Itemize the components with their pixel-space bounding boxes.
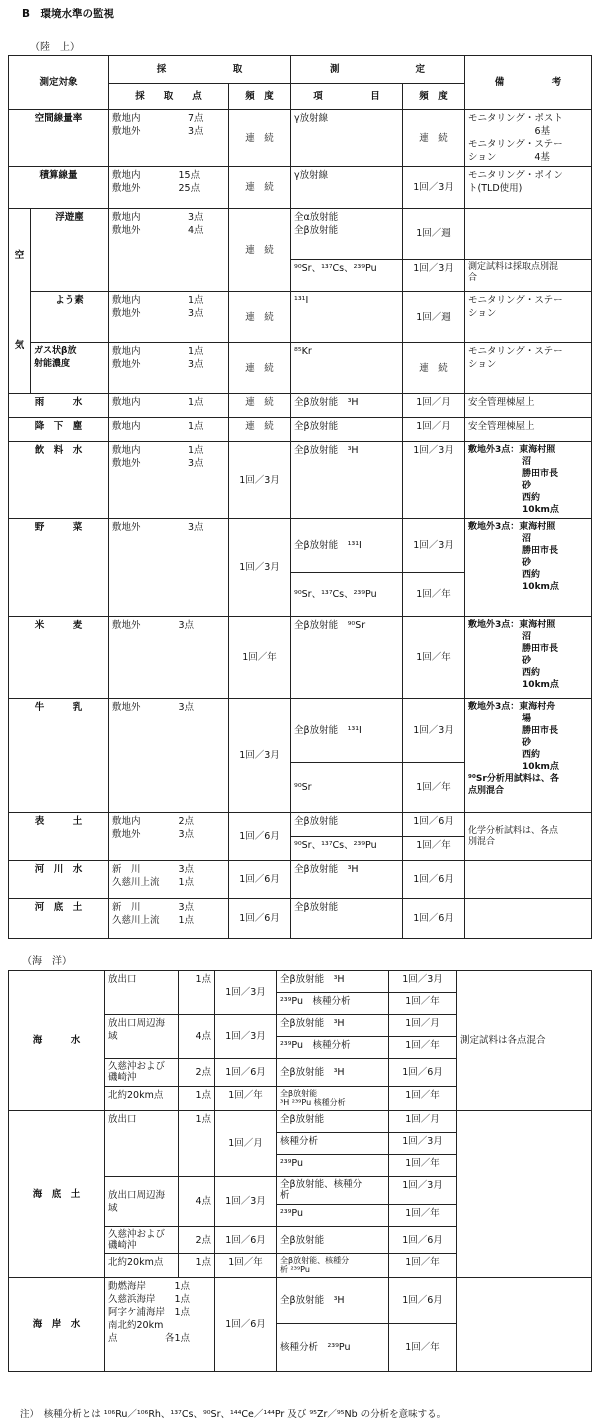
mfreq-cell: 1回／3月 [403, 167, 465, 209]
mfreq-cell: 1回／年 [389, 1254, 457, 1278]
freq-cell: 連 続 [229, 209, 291, 292]
items-cell: 全β放射能 [277, 1227, 389, 1254]
items-cell: 全β放射能 ³H [277, 971, 389, 993]
point-cell: 放出口 [105, 1111, 179, 1177]
mfreq-cell: 1回／6月 [403, 899, 465, 939]
header-points: 採 取 点 [109, 84, 229, 110]
freq-cell: 1回／6月 [229, 899, 291, 939]
target-cell: ガス状β放 射能濃度 [31, 343, 109, 394]
items-cell: 核種分析 [277, 1133, 389, 1155]
sea-section-label: （海 洋） [22, 956, 72, 967]
items-cell: ⁹⁰Sr、¹³⁷Cs、²³⁹Pu [291, 259, 403, 292]
remarks-cell: 化学分析試料は、各点 別混合 [465, 813, 592, 861]
freq-cell: 1回／年 [215, 1254, 277, 1278]
items-cell: 全β放射能 ³H [291, 442, 403, 519]
items-cell: 核種分析 ²³⁹Pu [277, 1324, 389, 1372]
freq-cell: 1回／年 [215, 1087, 277, 1111]
items-cell: 全β放射能、核種分 析 ²³⁹Pu [277, 1254, 389, 1278]
remarks-cell: モニタリング・ポスト 6基 モニタリング・ステー ション 4基 [465, 110, 592, 167]
items-cell: 全β放射能 [291, 418, 403, 442]
freq-cell: 連 続 [229, 343, 291, 394]
target-cell: 降 下 塵 [9, 418, 109, 442]
mfreq-cell: 1回／月 [389, 1015, 457, 1037]
points-cell: 敷地外 3点 [109, 519, 229, 617]
air-group-cell: 空 気 [9, 209, 31, 394]
target-cell: 浮遊塵 [31, 209, 109, 292]
remarks-cell [465, 899, 592, 939]
freq-cell: 1回／3月 [229, 442, 291, 519]
points-cell: 敷地内 1点 [109, 418, 229, 442]
mfreq-cell: 1回／3月 [403, 519, 465, 573]
freq-cell: 連 続 [229, 292, 291, 343]
table-row [9, 813, 592, 837]
mfreq-cell: 1回／週 [403, 209, 465, 260]
freq-cell: 1回／6月 [215, 1227, 277, 1254]
items-cell: γ放射線 [291, 167, 403, 209]
points-cell: 敷地外 3点 [109, 617, 229, 699]
remarks-cell [457, 1111, 592, 1278]
freq-cell: 1回／年 [229, 617, 291, 699]
mfreq-cell: 1回／3月 [389, 1177, 457, 1205]
items-cell: ²³⁹Pu 核種分析 [277, 1037, 389, 1059]
points-cell: 動燃海岸 1点 久慈浜海岸 1点 阿字ケ浦海岸 1点 南北約20km 点 各1点 [105, 1278, 215, 1372]
remarks-cell: 敷地外3点：東海村舟 場 勝田市長 砂 西約 10km点 ⁹⁰Sr分析用試料は、各 点別混合 [465, 699, 592, 813]
mfreq-cell: 1回／3月 [403, 442, 465, 519]
mfreq-cell: 連 続 [403, 110, 465, 167]
items-cell: 全β放射能 ³H ²³⁹Pu 核種分析 [277, 1087, 389, 1111]
point-cell: 久慈沖および 磯崎沖 [105, 1059, 179, 1087]
mfreq-cell: 1回／3月 [403, 699, 465, 763]
table-row [9, 699, 592, 763]
freq-cell: 1回／6月 [215, 1278, 277, 1372]
remarks-cell [465, 209, 592, 260]
table-row [9, 1278, 592, 1324]
point-cell: 北約20km点 [105, 1254, 179, 1278]
target-cell: 河 川 水 [9, 861, 109, 899]
items-cell: 全β放射能 ³H [277, 1059, 389, 1087]
table-row [9, 418, 592, 442]
freq-cell: 1回／6月 [229, 861, 291, 899]
mfreq-cell: 1回／年 [389, 993, 457, 1015]
freq-cell: 1回／3月 [215, 971, 277, 1015]
count-cell: 4点 [179, 1015, 215, 1059]
items-cell: 全β放射能、核種分 析 [277, 1177, 389, 1205]
footnote: 注） 核種分析とは ¹⁰⁶Ru／¹⁰⁶Rh、¹³⁷Cs、⁹⁰Sr、¹⁴⁴Ce／¹⁴⁴Pr 及び ⁹⁵Zr／⁹⁵Nb の分析を意味する。 [20, 1409, 447, 1420]
remarks-cell: 敷地外3点：東海村照 沼 勝田市長 砂 西約 10km点 [465, 617, 592, 699]
target-cell: 海 岸 水 [9, 1278, 105, 1372]
mfreq-cell: 1回／3月 [389, 1133, 457, 1155]
point-cell: 放出口周辺海 域 [105, 1015, 179, 1059]
count-cell: 1点 [179, 1254, 215, 1278]
header-remarks: 備 考 [465, 56, 592, 110]
remarks-cell [457, 1278, 592, 1372]
mfreq-cell: 1回／週 [403, 292, 465, 343]
mfreq-cell: 1回／年 [403, 763, 465, 813]
mfreq-cell: 1回／年 [403, 573, 465, 617]
mfreq-cell: 1回／月 [389, 1111, 457, 1133]
items-cell: ¹³¹I [291, 292, 403, 343]
mfreq-cell: 1回／6月 [389, 1278, 457, 1324]
mfreq-cell: 1回／年 [389, 1037, 457, 1059]
items-cell: ⁹⁰Sr、¹³⁷Cs、²³⁹Pu [291, 573, 403, 617]
mfreq-cell: 1回／年 [403, 617, 465, 699]
freq-cell: 1回／3月 [229, 519, 291, 617]
target-cell: 空間線量率 [9, 110, 109, 167]
target-cell: よう素 [31, 292, 109, 343]
points-cell: 敷地内 1点 敷地外 3点 [109, 442, 229, 519]
mfreq-cell: 1回／年 [403, 837, 465, 861]
target-cell: 雨 水 [9, 394, 109, 418]
items-cell: ²³⁹Pu [277, 1155, 389, 1177]
table-row [9, 442, 592, 519]
points-cell: 敷地内 1点 [109, 394, 229, 418]
land-section-label: （陸 上） [30, 42, 80, 53]
items-cell: ²³⁹Pu [277, 1205, 389, 1227]
remarks-cell: 測定試料は各点混合 [457, 971, 592, 1111]
freq-cell: 連 続 [229, 167, 291, 209]
freq-cell: 連 続 [229, 418, 291, 442]
remarks-cell: 敷地外3点：東海村照 沼 勝田市長 砂 西約 10km点 [465, 519, 592, 617]
target-cell: 表 土 [9, 813, 109, 861]
target-cell: 米 麦 [9, 617, 109, 699]
mfreq-cell: 1回／年 [389, 1324, 457, 1372]
target-cell: 海 水 [9, 971, 105, 1111]
page-title: B 環境水準の監視 [22, 8, 115, 20]
header-measurement: 測 定 [291, 56, 465, 84]
points-cell: 敷地内 15点 敷地外 25点 [109, 167, 229, 209]
freq-cell: 連 続 [229, 110, 291, 167]
points-cell: 新 川 3点 久慈川上流 1点 [109, 861, 229, 899]
count-cell: 1点 [179, 971, 215, 1015]
table-row [9, 1111, 592, 1133]
freq-cell: 1回／3月 [215, 1015, 277, 1059]
table-row [9, 519, 592, 573]
items-cell: 全β放射能 ³H [277, 1278, 389, 1324]
mfreq-cell: 1回／年 [389, 1155, 457, 1177]
table-row [9, 394, 592, 418]
table-row [9, 110, 592, 167]
header-target: 測定対象 [9, 56, 109, 110]
remarks-cell: 敷地外3点：東海村照 沼 勝田市長 砂 西約 10km点 [465, 442, 592, 519]
table-row [9, 292, 592, 343]
target-cell: 海 底 土 [9, 1111, 105, 1278]
points-cell: 敷地内 7点 敷地外 3点 [109, 110, 229, 167]
items-cell: 全β放射能 [291, 813, 403, 837]
mfreq-cell: 1回／月 [403, 394, 465, 418]
table-row [9, 971, 592, 993]
items-cell: 全β放射能 [291, 899, 403, 939]
point-cell: 放出口 [105, 971, 179, 1015]
table-row [9, 343, 592, 394]
mfreq-cell: 1回／6月 [389, 1227, 457, 1254]
items-cell: ⁹⁰Sr、¹³⁷Cs、²³⁹Pu [291, 837, 403, 861]
remarks-cell: 測定試料は採取点別混 合 [465, 259, 592, 292]
sea-monitoring-table [8, 970, 592, 1372]
table-row [9, 861, 592, 899]
remarks-cell [465, 861, 592, 899]
header-freq: 頻 度 [229, 84, 291, 110]
mfreq-cell: 1回／6月 [389, 1059, 457, 1087]
items-cell: ⁸⁵Kr [291, 343, 403, 394]
items-cell: 全β放射能 ⁹⁰Sr [291, 617, 403, 699]
items-cell: ²³⁹Pu 核種分析 [277, 993, 389, 1015]
items-cell: 全β放射能 ¹³¹I [291, 519, 403, 573]
count-cell: 4点 [179, 1177, 215, 1227]
header-sampling: 採 取 [109, 56, 291, 84]
remarks-cell: 安全管理棟屋上 [465, 394, 592, 418]
freq-cell: 1回／3月 [229, 699, 291, 813]
target-cell: 飲 料 水 [9, 442, 109, 519]
point-cell: 北約20km点 [105, 1087, 179, 1111]
items-cell: 全β放射能 [277, 1111, 389, 1133]
points-cell: 敷地内 1点 敷地外 3点 [109, 343, 229, 394]
mfreq-cell: 1回／月 [403, 418, 465, 442]
items-cell: 全β放射能 ³H [291, 394, 403, 418]
header-items: 項 目 [291, 84, 403, 110]
freq-cell: 1回／6月 [229, 813, 291, 861]
target-cell: 牛 乳 [9, 699, 109, 813]
table-row [9, 167, 592, 209]
freq-cell: 1回／月 [215, 1111, 277, 1177]
point-cell: 久慈沖および 磯崎沖 [105, 1227, 179, 1254]
table-row [9, 209, 592, 260]
point-cell: 放出口周辺海 域 [105, 1177, 179, 1227]
items-cell: 全β放射能 ¹³¹I [291, 699, 403, 763]
items-cell: γ放射線 [291, 110, 403, 167]
count-cell: 1点 [179, 1111, 215, 1177]
mfreq-cell: 連 続 [403, 343, 465, 394]
count-cell: 1点 [179, 1087, 215, 1111]
mfreq-cell: 1回／3月 [403, 259, 465, 292]
items-cell: 全β放射能 ³H [291, 861, 403, 899]
freq-cell: 1回／3月 [215, 1177, 277, 1227]
remarks-cell: 安全管理棟屋上 [465, 418, 592, 442]
mfreq-cell: 1回／6月 [403, 813, 465, 837]
header-mfreq: 頻 度 [403, 84, 465, 110]
remarks-cell: モニタリング・ステー ション [465, 292, 592, 343]
freq-cell: 連 続 [229, 394, 291, 418]
freq-cell: 1回／6月 [215, 1059, 277, 1087]
target-cell: 河 底 土 [9, 899, 109, 939]
remarks-cell: モニタリング・ステー ション [465, 343, 592, 394]
land-monitoring-table [8, 55, 592, 939]
mfreq-cell: 1回／年 [389, 1205, 457, 1227]
points-cell: 新 川 3点 久慈川上流 1点 [109, 899, 229, 939]
items-cell: 全α放射能 全β放射能 [291, 209, 403, 260]
table-row [9, 617, 592, 699]
items-cell: 全β放射能 ³H [277, 1015, 389, 1037]
target-cell: 積算線量 [9, 167, 109, 209]
items-cell: ⁹⁰Sr [291, 763, 403, 813]
mfreq-cell: 1回／年 [389, 1087, 457, 1111]
count-cell: 2点 [179, 1227, 215, 1254]
points-cell: 敷地外 3点 [109, 699, 229, 813]
mfreq-cell: 1回／6月 [403, 861, 465, 899]
points-cell: 敷地内 1点 敷地外 3点 [109, 292, 229, 343]
mfreq-cell: 1回／3月 [389, 971, 457, 993]
points-cell: 敷地内 3点 敷地外 4点 [109, 209, 229, 292]
count-cell: 2点 [179, 1059, 215, 1087]
table-row [9, 899, 592, 939]
remarks-cell: モニタリング・ポイン ト(TLD使用) [465, 167, 592, 209]
points-cell: 敷地内 2点 敷地外 3点 [109, 813, 229, 861]
target-cell: 野 菜 [9, 519, 109, 617]
